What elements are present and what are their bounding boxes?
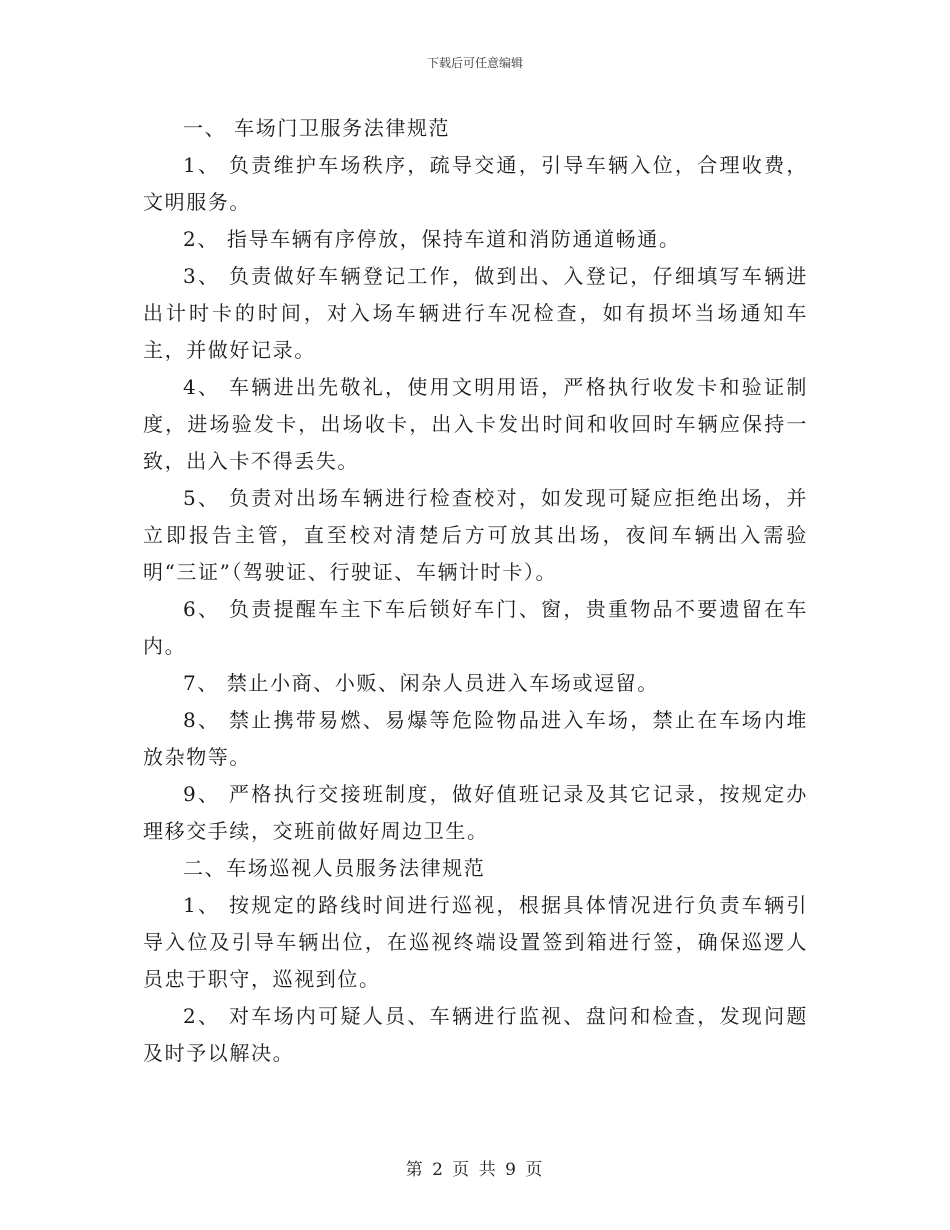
document-body	[143, 110, 808, 1072]
paragraph: 1、 按规定的路线时间进行巡视，根据具体情况进行负责车辆引导入位及引导车辆出位，在巡视终端设置签到箱进行签，确保巡逻人员忠于职守，巡视到位。	[143, 893, 808, 991]
paragraph: 7、 禁止小商、小贩、闲杂人员进入车场或逗留。	[183, 671, 659, 695]
paragraph: 8、 禁止携带易燃、易爆等危险物品进入车场，禁止在车场内堆放杂物等。	[143, 708, 808, 769]
paragraph: 1、 负责维护车场秩序，疏导交通，引导车辆入位，合理收费，文明服务。	[143, 153, 808, 214]
paragraph: 4、 车辆进出先敬礼，使用文明用语，严格执行收发卡和验证制度，进场验发卡，出场收卡，出入卡发出时间和收回时车辆应保持一致，出入卡不得丢失。	[143, 375, 808, 473]
paragraph: 3、 负责做好车辆登记工作，做到出、入登记，仔细填写车辆进出计时卡的时间，对入场车辆进行车况检查，如有损坏当场通知车主，并做好记录。	[143, 264, 808, 362]
section-heading: 一、 车场门卫服务法律规范	[183, 116, 451, 140]
section-heading: 二、车场巡视人员服务法律规范	[183, 856, 486, 880]
page-number-footer: 第 2 页 共 9 页	[405, 1160, 545, 1180]
paragraph: 6、 负责提醒车主下车后锁好车门、窗，贵重物品不要遗留在车内。	[143, 597, 808, 658]
paragraph: 9、 严格执行交接班制度，做好值班记录及其它记录，按规定办理移交手续，交班前做好周边卫生。	[143, 782, 808, 843]
paragraph: 2、 对车场内可疑人员、车辆进行监视、盘问和检查，发现问题及时予以解决。	[143, 1004, 808, 1065]
paragraph: 2、 指导车辆有序停放，保持车道和消防通道畅通。	[183, 227, 681, 251]
header-note: 下载后可任意编辑	[426, 56, 523, 70]
paragraph: 5、 负责对出场车辆进行检查校对，如发现可疑应拒绝出场，并立即报告主管，直至校对清楚后方可放其出场，夜间车辆出入需验明“三证”（驾驶证、行驶证、车辆计时卡）。	[143, 486, 808, 584]
